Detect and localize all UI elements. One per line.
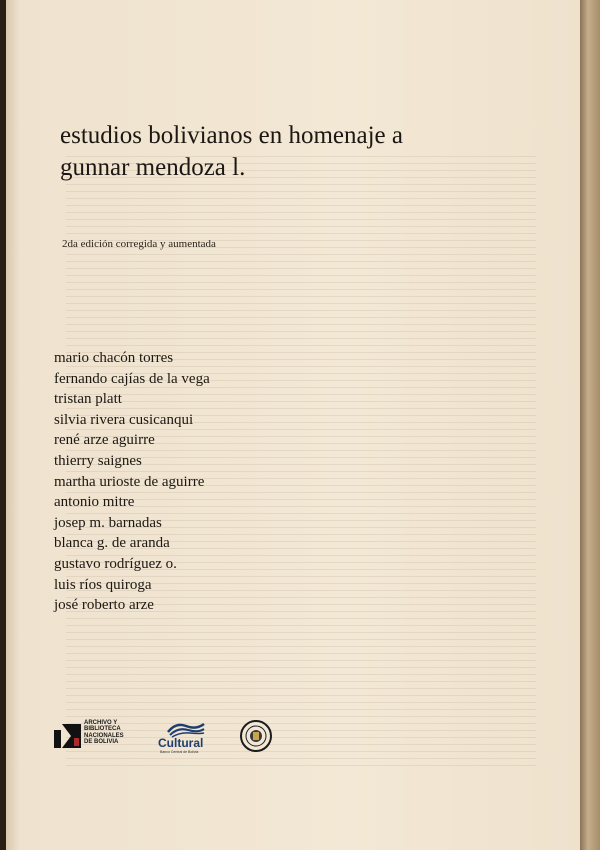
abnb-logo xyxy=(54,720,134,754)
author-item: silvia rivera cusicanqui xyxy=(54,411,194,428)
abnb-line: NACIONALES xyxy=(84,732,124,739)
book-page xyxy=(6,0,580,850)
cultural-subtitle: Banco Central de Bolivia xyxy=(160,750,199,754)
author-item: josé roberto arze xyxy=(54,597,154,614)
author-item: mario chacón torres xyxy=(54,350,174,366)
edition-note: 2da edición corregida y aumentada xyxy=(62,238,216,250)
abnb-line: DE BOLIVIA xyxy=(84,739,119,746)
author-item: gustavo rodríguez o. xyxy=(54,555,177,572)
title-line-1: estudios bolivianos en homenaje a xyxy=(60,122,403,149)
cultural-wordmark: Cultural xyxy=(158,736,204,750)
book-title xyxy=(60,120,560,184)
author-item: tristan platt xyxy=(54,391,122,408)
author-list xyxy=(54,348,210,616)
author-item: antonio mitre xyxy=(54,494,135,511)
abnb-line: BIBLIOTECA xyxy=(84,726,121,733)
author-item: josep m. barnadas xyxy=(54,514,162,531)
publisher-logos xyxy=(54,718,294,758)
book-page-edge xyxy=(580,0,600,850)
cultural-logo xyxy=(158,718,214,756)
abnb-mark-icon xyxy=(54,724,81,748)
author-item: martha urioste de aguirre xyxy=(54,473,205,490)
author-item: fernando cajías de la vega xyxy=(54,370,210,387)
title-line-2: gunnar mendoza l. xyxy=(60,154,246,181)
author-item: luis ríos quiroga xyxy=(54,576,152,593)
abnb-line: ARCHIVO Y xyxy=(84,720,118,726)
emblem-seal-icon xyxy=(240,720,272,752)
author-item: thierry saignes xyxy=(54,452,142,469)
author-item: rené arze aguirre xyxy=(54,432,155,449)
author-item: blanca g. de aranda xyxy=(54,535,170,552)
